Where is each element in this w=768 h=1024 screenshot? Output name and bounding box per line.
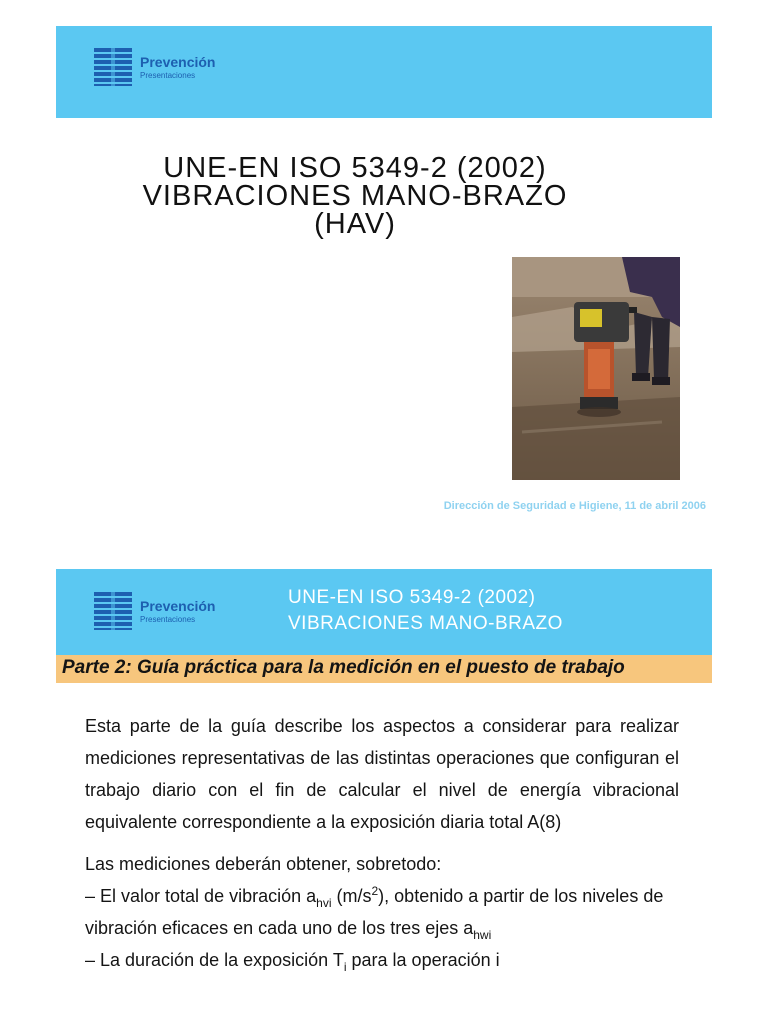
slide1-title-line: (HAV) — [314, 208, 396, 240]
prevencion-logo-icon — [94, 592, 132, 630]
part-label: Parte 2: Guía práctica para la medición en el puesto de trabajo — [62, 657, 625, 678]
slide2-header-title — [288, 585, 563, 637]
logo-sub-text: Presentaciones — [140, 70, 196, 80]
photo-illustration — [512, 257, 680, 480]
prevencion-logo — [94, 48, 215, 86]
logo-brand-text: Prevención — [140, 597, 216, 614]
list-item: – El valor total de vibración $a_{hvi}$ $(m/s^2)$, obtenido a partir de los niveles de vibración eficaces en cada uno de los tres ejes $a_{hwi}$ — [85, 884, 664, 942]
slide2-body — [85, 710, 679, 976]
logo-brand-text: Prevención — [140, 53, 216, 70]
slide1-title-line: VIBRACIONES MANO-BRAZO — [142, 180, 568, 212]
slide2-header-line: VIBRACIONES MANO-BRAZO — [288, 613, 563, 634]
prevencion-logo — [94, 592, 215, 630]
slide2-header-banner — [56, 569, 712, 655]
compactor-worker-photo — [512, 257, 680, 480]
part-label-bar — [56, 655, 712, 683]
list-intro: Las mediciones deberán obtener, sobretodo: — [85, 854, 442, 874]
intro-paragraph: Esta parte de la guía describe los aspectos a considerar para realizar mediciones representativas de las distintas operaciones que configuran el trabajo diario con el fin de calcular el nivel de energía vibracional equivalente correspondiente a la exposición diaria total A(8) — [85, 716, 679, 832]
prevencion-logo-icon — [94, 48, 132, 86]
slide2-header-line: UNE-EN ISO 5349-2 (2002) — [288, 587, 536, 608]
list-item: – La duración de la exposición $T_i$ para la operación i — [85, 950, 500, 974]
slide1-header-banner — [56, 26, 712, 118]
slide1-footer: Dirección de Seguridad e Higiene, 11 de abril 2006 — [443, 500, 706, 512]
logo-sub-text: Presentaciones — [140, 614, 196, 624]
slide1-title — [100, 154, 610, 238]
slide1-title-line: UNE-EN ISO 5349-2 (2002) — [163, 152, 547, 184]
